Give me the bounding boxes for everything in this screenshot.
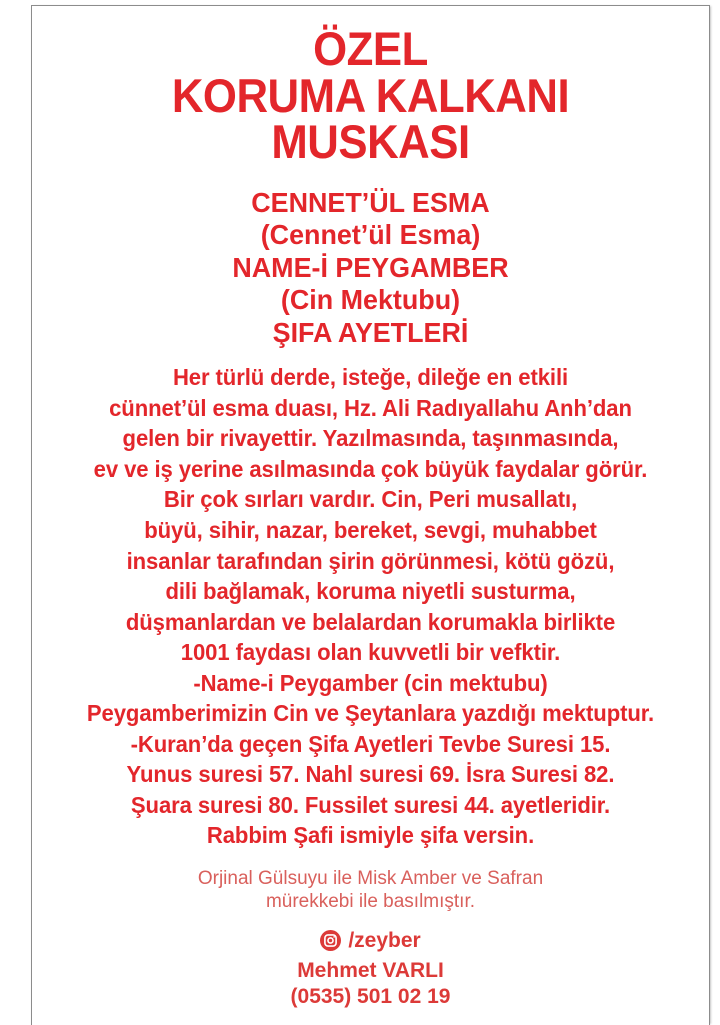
body-line: Şuara suresi 80. Fussilet suresi 44. ayetleridir. (130, 791, 611, 818)
body-line: -Kuran’da geçen Şifa Ayetleri Tevbe Suresi 15. (130, 730, 611, 757)
body-line: Yunus suresi 57. Nahl suresi 69. İsra Suresi 82. (126, 761, 615, 788)
social-handle-row[interactable] (50, 930, 691, 951)
document-content (32, 6, 709, 1025)
contact-block (50, 958, 691, 1011)
page-title (50, 22, 691, 169)
contact-phone[interactable]: (0535) 501 02 19 (290, 984, 451, 1008)
page-title-line-1: ÖZEL (313, 22, 428, 75)
ink-note-line-2: mürekkebi ile basılmıştır. (265, 890, 476, 912)
subtitle-line: CENNET’ÜL ESMA (251, 186, 490, 218)
ink-note-line-1: Orjinal Gülsuyu ile Misk Amber ve Safran (197, 868, 544, 890)
body-line: büyü, sihir, nazar, bereket, sevgi, muhabbet (144, 517, 597, 543)
subtitle-line: NAME-İ PEYGAMBER (232, 251, 509, 283)
body-line: Her türlü derde, isteğe, dileğe en etkili (172, 364, 569, 391)
contact-name: Mehmet VARLI (297, 958, 444, 982)
body-line: ev ve iş yerine asılmasında çok büyük faydalar görür. (93, 455, 648, 482)
body-line: -Name-i Peygamber (cin mektubu) (193, 669, 548, 696)
subtitle-block (50, 187, 691, 349)
body-line: insanlar tarafından şirin görünmesi, kötü gözü, (126, 547, 615, 574)
body-line: gelen bir rivayettir. Yazılmasında, taşınmasında, (122, 425, 619, 452)
body-line: Peygamberimizin Cin ve Şeytanlara yazdığı mektuptur. (86, 700, 655, 727)
social-handle-text[interactable]: /zeyber (348, 928, 421, 952)
body-line: düşmanlardan ve belalardan korumakla birlikte (125, 608, 616, 635)
document-sheet (31, 5, 710, 1025)
ink-note-block (50, 868, 691, 914)
page-title-line-2: KORUMA KALKANI (171, 68, 570, 122)
body-line: cünnet’ül esma duası, Hz. Ali Radıyallahu Anh’dan (109, 394, 632, 421)
body-line: 1001 faydası olan kuvvetli bir vefktir. (180, 639, 561, 666)
subtitle-line: (Cin Mektubu) (280, 284, 461, 316)
body-line: Bir çok sırları vardır. Cin, Peri musallatı, (163, 486, 578, 513)
body-line: dili bağlamak, koruma niyetli susturma, (165, 578, 576, 605)
page-title-line-3: MUSKASI (271, 115, 470, 169)
body-line: Rabbim Şafi ismiyle şifa versin. (206, 822, 535, 849)
body-text-block (50, 362, 691, 851)
instagram-icon (320, 930, 341, 951)
subtitle-line: (Cennet’ül Esma) (260, 219, 481, 251)
subtitle-line: ŞIFA AYETLERİ (272, 316, 469, 348)
